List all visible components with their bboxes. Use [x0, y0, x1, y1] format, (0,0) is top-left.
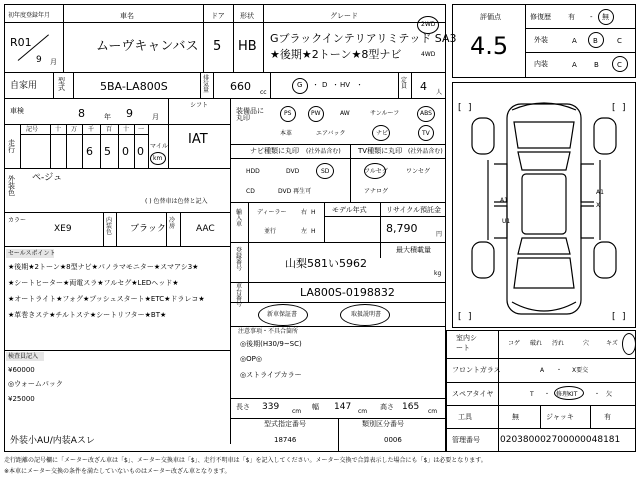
category-value: 0006 [384, 436, 402, 444]
seat-label: 室内シート [456, 334, 477, 352]
category-label: 類別区分番号 [362, 420, 404, 428]
door-label: ドア [211, 12, 225, 20]
displacement: 660 [230, 80, 251, 93]
note-line-3: ◎ストライプカラー [240, 371, 302, 379]
height-unit: cm [428, 408, 438, 415]
drive-2wd: 2WD [421, 21, 436, 28]
jack-value: 有 [604, 413, 611, 421]
width-unit: cm [358, 408, 368, 415]
car-name: ムーヴキャンバス [96, 39, 199, 54]
tv-analog: アナログ [364, 188, 389, 195]
grade-line-2: ★後期★2トーン★8型ナビ [270, 48, 402, 61]
note-line-1: ◎後期(H30/9~SC) [240, 340, 302, 348]
seat-item-2: 破れ [530, 340, 543, 347]
capacity-label: 定員 [401, 77, 408, 90]
spare-dot-1: ・ [544, 391, 551, 398]
import-left: 左 [301, 228, 308, 235]
length-value: 339 [262, 402, 280, 412]
damage-a1-left: A1 [500, 197, 508, 204]
inspector-line-1: ¥60000 [8, 366, 35, 374]
bracket-5: [ [458, 312, 462, 322]
navi-sd: SD [321, 168, 330, 175]
repair-label: 修復歴 [530, 13, 551, 21]
seat-item-3: 汚れ [552, 340, 565, 347]
capacity: 4 [420, 80, 427, 93]
equip-aw: AW [340, 110, 350, 117]
import-dealer: ディーラー [257, 209, 287, 216]
inspection-month-unit: 月 [152, 113, 159, 121]
navi-cd: CD [246, 188, 255, 195]
grade-line-1: Gブラックインテリアリミテッド SA3 [270, 32, 457, 45]
load-label: 最大積載量 [396, 246, 431, 254]
shift-label: シフト [190, 102, 209, 109]
tv-fullseg: フルセグ [364, 168, 388, 175]
reg-era: R01 [10, 36, 32, 49]
sales-point-3: ★オートライト★フォグ★プッシュスタート★ETC★ドラレコ★ [8, 295, 205, 303]
windshield [518, 152, 570, 170]
load-unit: kg [434, 270, 442, 277]
interior-c: C [617, 61, 622, 69]
footer-line-2: ※本車にメーター交換の条件を満たしていないものはメーター改ざん車となります。 [4, 468, 231, 475]
seat-item-5: キズ [606, 340, 618, 347]
mileage-digit-3: 0 [122, 145, 129, 158]
mileage-head-0: 記号 [26, 126, 39, 133]
spare-missing: 欠 [606, 391, 613, 398]
length-label: 長さ [236, 403, 250, 411]
import-parallel: 並行 [264, 228, 277, 235]
seat-item-1: コゲ [508, 340, 521, 347]
reg-month: 9 [36, 55, 42, 65]
fuel-dot-1: ・ [312, 81, 319, 89]
sales-point-4: ★革巻きステ★チルトステ★シートリフター★BT★ [8, 311, 167, 319]
color-value: ペ-ジュ [32, 173, 63, 183]
recycle-label: リサイクル預託金 [386, 206, 442, 214]
front-left-tire [472, 118, 494, 154]
model-label: 型式 [58, 77, 65, 92]
spare-kit: 修理KIT [556, 391, 578, 398]
chassis-label: 車台番号 [236, 283, 243, 308]
unit-mile: マイル [150, 143, 168, 150]
inspector-label: 検査員記入 [8, 353, 39, 360]
repair-yes: 有 [568, 13, 575, 21]
grade-label: グレード [330, 12, 358, 20]
height-label: 高さ [380, 403, 394, 411]
reg-month-unit: 月 [50, 58, 57, 66]
width-value: 147 [334, 402, 352, 412]
import-handle-r: H [311, 209, 316, 216]
mileage-digit-4: 0 [137, 145, 144, 158]
chassis-value: LA800S-0198832 [300, 286, 395, 299]
mgmt-label: 管理番号 [452, 436, 480, 444]
aircon-label: 冷房 [169, 217, 176, 230]
spare-t: T [530, 391, 534, 398]
inspection-year: 8 [78, 107, 85, 120]
tools-label: 工具 [458, 413, 472, 421]
name-label: 車名 [120, 12, 134, 20]
glass-label: フロントガラス [452, 366, 501, 374]
repair-dash: - [590, 13, 593, 21]
sales-point-1: ★後期★2トーン★8型ナビ★パノラマモニター★スマアシ3★ [8, 263, 199, 271]
capacity-unit: 人 [436, 89, 443, 96]
seat-none-circle [622, 333, 636, 355]
mileage-head-1: 十 [55, 126, 62, 133]
color-code-label: カラー [8, 217, 27, 224]
glass-a: A [540, 367, 545, 374]
shape-label: 形状 [240, 12, 254, 20]
mileage-head-4: 百 [106, 126, 113, 133]
fuel-d: D [322, 81, 328, 89]
plate-label: 登録番号 [236, 247, 243, 272]
trunk [514, 258, 574, 288]
tools-value: 無 [512, 413, 519, 421]
right-door-front [581, 164, 594, 202]
glass-replace: X要交 [572, 367, 589, 374]
designation-label: 型式指定番号 [264, 420, 306, 428]
fuel-hv: HV [340, 81, 351, 89]
jack-label: ジャッキ [546, 413, 574, 421]
footer-line-1: 走行距離の記号欄に「メーター改ざん車は「$」、メーター交換車は「$」、走行不明車は「$」を記入してください。メーター交換で合算表示した場合にも「$」は必要となります。 [4, 457, 487, 464]
inspector-line-2: ◎ウォームパック [8, 380, 63, 388]
hood [514, 122, 574, 148]
fuel-dot-3: ・ [356, 81, 363, 89]
doc-record: 取扱説明書 [351, 311, 382, 318]
length-unit: cm [292, 408, 302, 415]
body-shape: HB [238, 39, 257, 54]
inspector-footer: 外装小AU/内装Aスレ [10, 436, 95, 446]
color-note: ( ) 色替車は色替と記入 [145, 198, 208, 205]
shift-value: IAT [188, 132, 208, 147]
color-label: 外装色 [8, 175, 15, 197]
damage-a1-right: A1 [596, 189, 604, 196]
displacement-unit: cc [260, 89, 267, 96]
import-handle-l: H [311, 228, 316, 235]
recycle-unit: 円 [436, 231, 443, 238]
mileage-digit-1: 6 [86, 145, 93, 158]
inspection-label: 車検 [10, 107, 24, 115]
rear-left-tire [472, 242, 494, 278]
tv-oneseg: ワンセグ [406, 168, 431, 175]
equip-leather: 本革 [280, 130, 293, 137]
mileage-head-2: 万 [71, 126, 78, 133]
tv-sub: (社外品含む) [408, 148, 443, 155]
recycle-value: 8,790 [386, 222, 418, 235]
navi-dvd: DVD [286, 168, 300, 175]
spare-label: スペアタイヤ [452, 390, 494, 398]
interior-c-circle [612, 56, 628, 72]
color-code: XE9 [54, 224, 72, 234]
equip-airbag: エアバック [316, 130, 346, 137]
plate-value: 山梨581い5962 [285, 257, 367, 270]
equip-tv: TV [422, 130, 430, 137]
bracket-3: [ [612, 103, 616, 113]
car-diagram [452, 82, 636, 328]
mgmt-value: 020380002700000048181 [500, 435, 621, 445]
exterior-b: B [593, 37, 598, 45]
exterior-c: C [617, 37, 622, 45]
equip-sunroof: サンルーフ [370, 110, 400, 117]
interior-color-label: 内装色 [106, 217, 113, 236]
equip-abs: ABS [420, 110, 432, 117]
equip-ps: PS [284, 110, 292, 117]
mileage-head-6: 一 [138, 126, 145, 133]
navi-label: ナビ種類に丸印 [250, 147, 299, 155]
interior-b: B [594, 61, 599, 69]
interior-label: 内装 [534, 60, 548, 68]
note-line-2: ◎OP◎ [240, 355, 262, 363]
damage-u1: U1 [502, 218, 511, 225]
bracket-2: ] [468, 103, 472, 113]
usage: 自家用 [10, 81, 38, 91]
exterior-a: A [572, 37, 577, 45]
notes-label: 注意事項・不具合箇所 [238, 328, 299, 335]
model-code: 5BA-LA800S [100, 80, 168, 93]
mileage-head-5: 十 [123, 126, 130, 133]
mileage-label: 走行 [8, 139, 15, 154]
roof [522, 174, 566, 234]
bracket-1: [ [458, 103, 462, 113]
spare-kit-circle [554, 386, 584, 400]
equip-pw: PW [311, 110, 321, 117]
bracket-7: [ [612, 312, 616, 322]
exterior-label: 外装 [534, 36, 548, 44]
displacement-label: 排気量 [203, 75, 210, 94]
equipment-label: 装備品に丸印 [236, 107, 264, 122]
damage-x: X [596, 202, 601, 209]
sales-point-2: ★シートヒーター★両電スラ★フルセグ★LEDヘッド★ [8, 279, 179, 287]
fuel-g: G [297, 81, 303, 89]
car-body-outline [507, 104, 581, 314]
rear-right-tire [594, 242, 616, 278]
import-right: 右 [301, 209, 308, 216]
front-right-tire [594, 118, 616, 154]
interior-color: ブラック [130, 224, 166, 234]
glass-dot: ・ [556, 367, 563, 374]
repair-no: 無 [602, 13, 609, 21]
navi-sub: (社外品含む) [306, 148, 341, 155]
rear-window [518, 238, 570, 254]
mileage-head-3: 千 [88, 126, 95, 133]
equip-navi: ナビ [376, 130, 389, 137]
rear-bumper [512, 302, 576, 311]
mileage-digit-2: 5 [104, 145, 111, 158]
score-label: 評価点 [480, 13, 501, 21]
navi-dvd-play: DVD 再生可 [278, 188, 312, 195]
inspection-year-unit: 年 [104, 113, 111, 121]
bracket-8: ] [622, 312, 626, 322]
reg-label: 初年度登録年月 [8, 12, 51, 19]
import-label: 輸入車 [236, 209, 243, 228]
seat-item-4: 穴 [583, 340, 590, 347]
drive-4wd: 4WD [421, 51, 436, 58]
navi-hdd: HDD [246, 168, 260, 175]
aircon: AAC [196, 224, 215, 234]
designation-value: 18746 [274, 436, 297, 444]
height-value: 165 [402, 402, 420, 412]
bracket-4: ] [622, 103, 626, 113]
inspection-month: 9 [126, 107, 133, 120]
doc-manual: 新車保証書 [267, 311, 298, 318]
spare-dot-2: ・ [594, 391, 601, 398]
right-door-rear [581, 206, 594, 238]
sales-points-label: セールスポイント [8, 250, 56, 257]
inspector-line-3: ¥25000 [8, 395, 35, 403]
width-label: 幅 [312, 403, 319, 411]
model-year-label: モデル年式 [332, 206, 367, 214]
tv-label: TV種類に丸印 [358, 147, 403, 155]
unit-km: km [153, 155, 163, 162]
fuel-dot-2: ・ [332, 81, 339, 89]
score-value: 4.5 [470, 32, 509, 60]
door-count: 5 [213, 39, 222, 54]
interior-a: A [572, 61, 577, 69]
bracket-6: ] [468, 312, 472, 322]
